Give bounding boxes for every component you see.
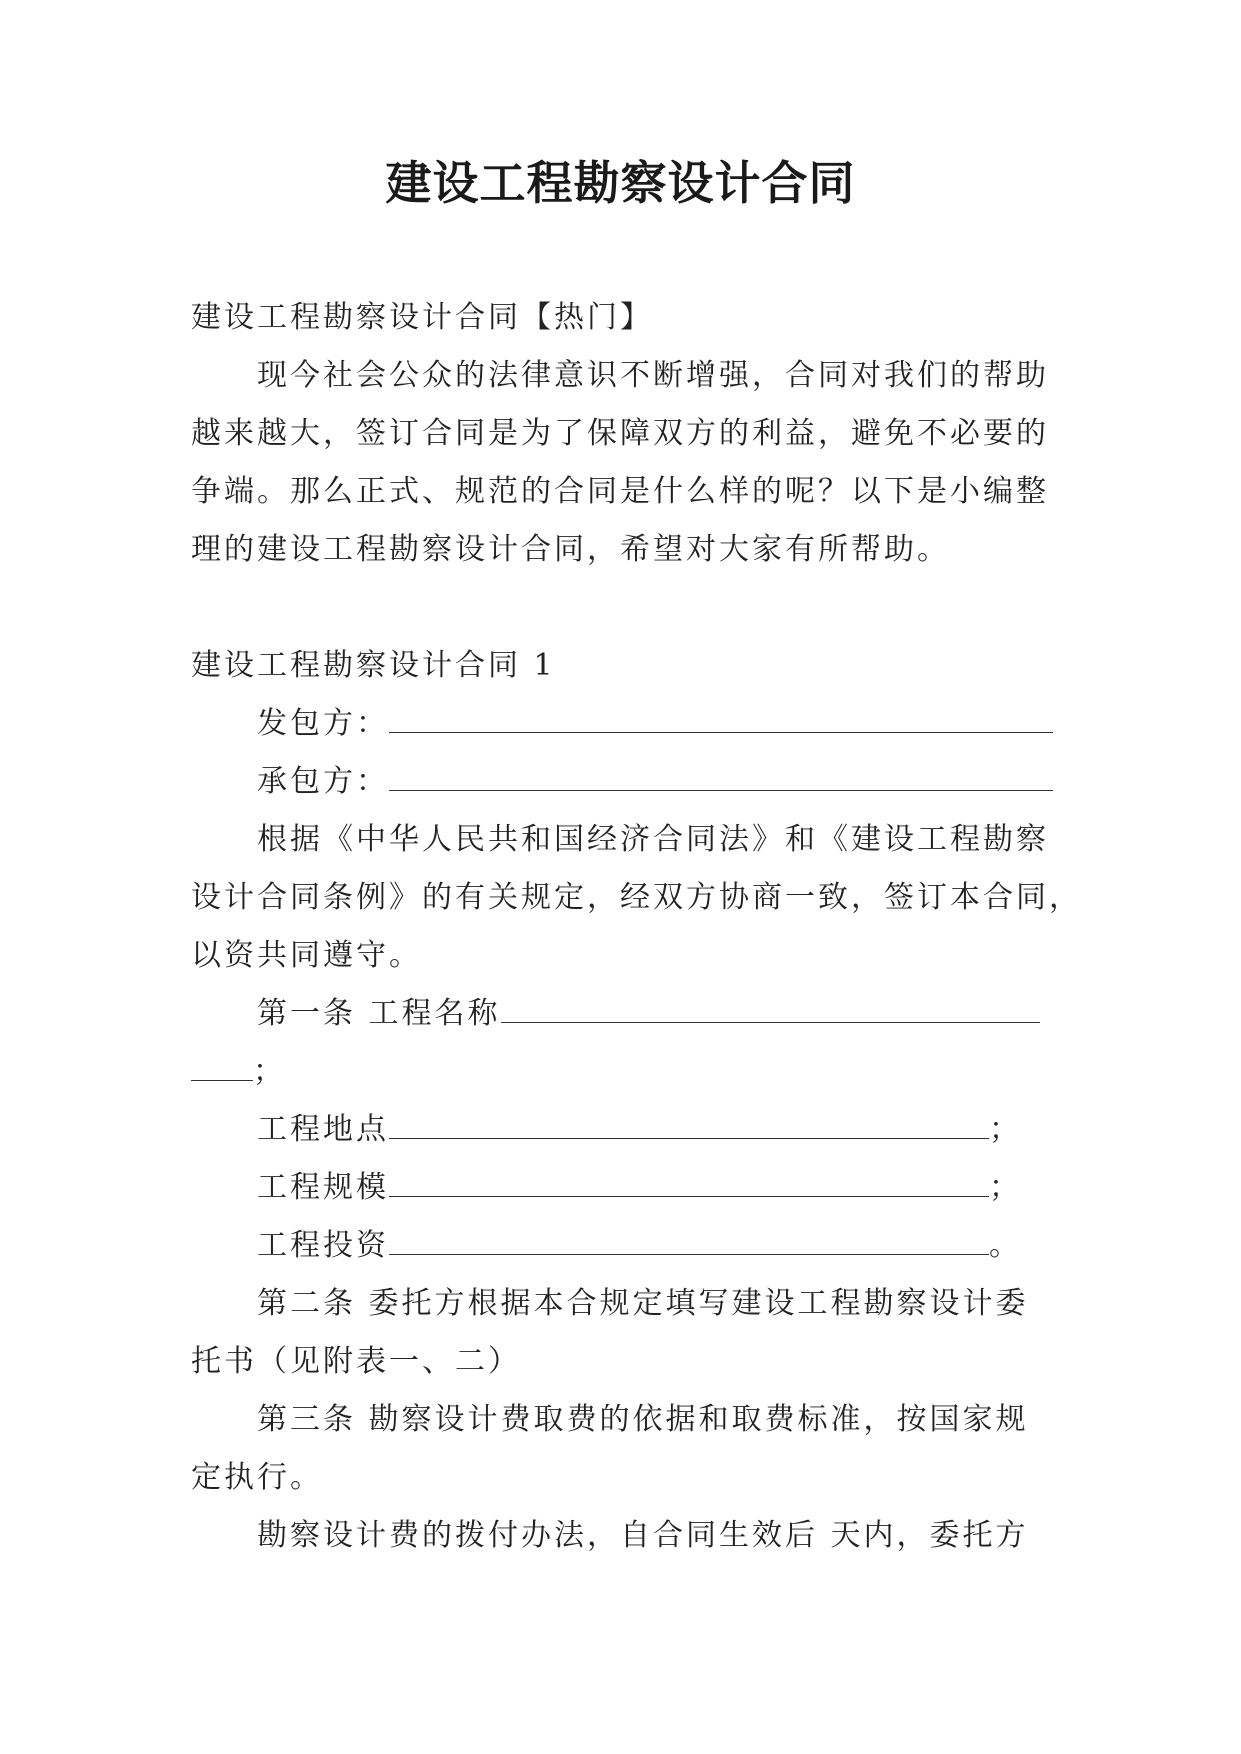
party-a-field — [191, 695, 1056, 753]
project-investment-end: 。 — [989, 1228, 1022, 1263]
project-site-label: 工程地点 — [257, 1112, 389, 1147]
article-3-line-1: 第三条 勘察设计费取费的依据和取费标准，按国家规 — [257, 1402, 1029, 1437]
party-b-label: 承包方： — [257, 764, 389, 799]
document-body — [191, 289, 1082, 1565]
article-2-line-1: 第二条 委托方根据本合规定填写建设工程勘察设计委 — [257, 1286, 1029, 1321]
article-2-line-2: 托书（见附表一、二） — [191, 1344, 521, 1379]
contract-heading: 建设工程勘察设计合同 1 — [191, 648, 556, 683]
party-b-field — [191, 753, 1056, 811]
section-heading: 建设工程勘察设计合同【热门】 — [191, 300, 653, 335]
basis-line-1: 根据《中华人民共和国经济合同法》和《建设工程勘察 — [257, 822, 1049, 857]
intro-line-2: 越来越大，签订合同是为了保障双方的利益，避免不必要的 — [191, 416, 1049, 451]
article-1-continuation — [191, 1043, 1056, 1101]
project-name-blank[interactable] — [501, 1000, 1040, 1023]
intro-line-1: 现今社会公众的法律意识不断增强，合同对我们的帮助 — [257, 358, 1049, 393]
intro-line-3: 争端。那么正式、规范的合同是什么样的呢？以下是小编整 — [191, 474, 1049, 509]
basis-line-2: 设计合同条例》的有关规定，经双方协商一致，签订本合同， — [191, 880, 1082, 915]
party-a-label: 发包方： — [257, 706, 389, 741]
payment-line: 勘察设计费的拨付办法，自合同生效后 天内，委托方 — [257, 1518, 1029, 1553]
project-investment-blank[interactable] — [389, 1232, 989, 1255]
project-site-field — [191, 1101, 1056, 1159]
project-scale-field — [191, 1159, 1056, 1217]
party-a-blank[interactable] — [389, 710, 1053, 733]
project-investment-field — [191, 1217, 1056, 1275]
article-1-end: ； — [253, 1054, 286, 1089]
article-3-line-2: 定执行。 — [191, 1460, 323, 1495]
project-investment-label: 工程投资 — [257, 1228, 389, 1263]
project-scale-label: 工程规模 — [257, 1170, 389, 1205]
project-name-blank-continued[interactable] — [191, 1058, 253, 1081]
project-site-blank[interactable] — [389, 1116, 989, 1139]
project-scale-blank[interactable] — [389, 1174, 989, 1197]
party-b-blank[interactable] — [389, 768, 1053, 791]
project-site-end: ； — [989, 1112, 1022, 1147]
intro-line-4: 理的建设工程勘察设计合同，希望对大家有所帮助。 — [191, 532, 950, 567]
article-1-field — [191, 985, 1056, 1043]
article-1-label: 第一条 工程名称 — [257, 996, 501, 1031]
document-title: 建设工程勘察设计合同 — [385, 156, 856, 210]
basis-line-3: 以资共同遵守。 — [191, 938, 422, 973]
project-scale-end: ； — [989, 1170, 1022, 1205]
paragraph-gap — [191, 579, 1056, 637]
